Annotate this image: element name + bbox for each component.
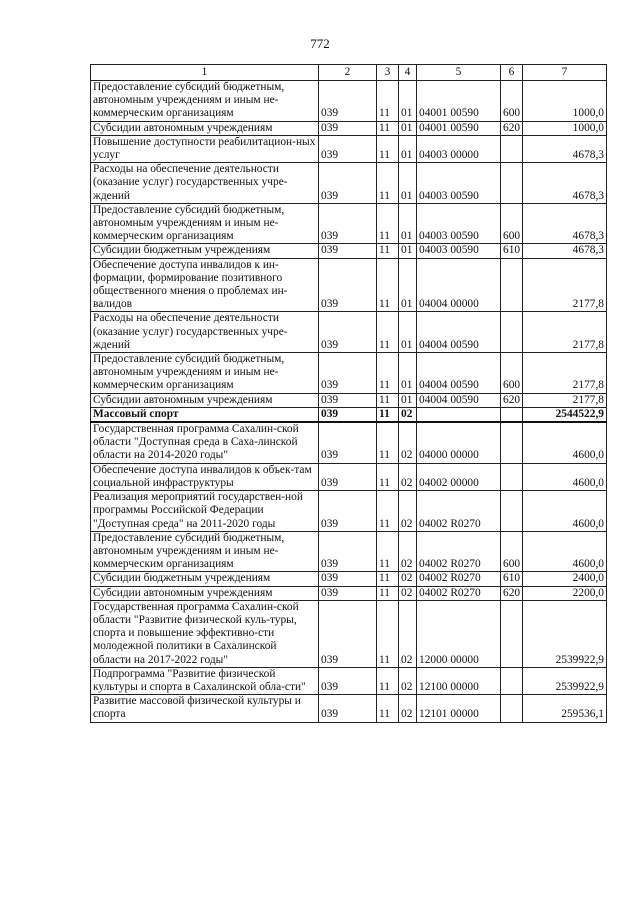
row-subsection-cell: 02 bbox=[399, 422, 417, 463]
row-expense-type-cell bbox=[501, 491, 523, 532]
table-row bbox=[91, 600, 607, 667]
row-expense-type-cell: 620 bbox=[501, 393, 523, 407]
row-amount-cell: 1000,0 bbox=[523, 121, 607, 135]
table-row bbox=[91, 667, 607, 694]
row-section-cell: 11 bbox=[377, 135, 399, 162]
row-subsection-cell: 01 bbox=[399, 393, 417, 407]
row-target-article-cell: 04003 00590 bbox=[417, 203, 501, 244]
row-section-cell: 11 bbox=[377, 163, 399, 204]
row-section-cell: 11 bbox=[377, 600, 399, 667]
row-name-cell: Предоставление субсидий бюджетным, автономным учреждениям и иным не-коммерческим организациям bbox=[91, 353, 319, 394]
row-subsection-cell: 01 bbox=[399, 135, 417, 162]
column-header: 5 bbox=[417, 65, 501, 81]
row-name-cell: Расходы на обеспечение деятельности (оказание услуг) государственных учре-ждений bbox=[91, 163, 319, 204]
row-grbs-cell: 039 bbox=[319, 695, 377, 722]
row-grbs-cell: 039 bbox=[319, 422, 377, 463]
table-row bbox=[91, 203, 607, 244]
row-grbs-cell: 039 bbox=[319, 81, 377, 122]
row-expense-type-cell bbox=[501, 422, 523, 463]
row-name-cell: Предоставление субсидий бюджетным, автономным учреждениям и иным не-коммерческим организациям bbox=[91, 531, 319, 572]
column-header: 7 bbox=[523, 65, 607, 81]
row-subsection-cell: 01 bbox=[399, 81, 417, 122]
row-grbs-cell: 039 bbox=[319, 203, 377, 244]
row-amount-cell: 4600,0 bbox=[523, 531, 607, 572]
table-row bbox=[91, 695, 607, 722]
row-name-cell: Повышение доступности реабилитацион-ных услуг bbox=[91, 135, 319, 162]
row-target-article-cell: 04004 00590 bbox=[417, 353, 501, 394]
table-row bbox=[91, 463, 607, 490]
table-row bbox=[91, 491, 607, 532]
row-subsection-cell: 02 bbox=[399, 572, 417, 586]
row-grbs-cell: 039 bbox=[319, 572, 377, 586]
column-header: 4 bbox=[399, 65, 417, 81]
row-grbs-cell: 039 bbox=[319, 163, 377, 204]
row-target-article-cell: 04000 00000 bbox=[417, 422, 501, 463]
row-section-cell: 11 bbox=[377, 244, 399, 258]
row-grbs-cell: 039 bbox=[319, 600, 377, 667]
row-name-cell: Государственная программа Сахалин-ской области "Развитие физической куль-туры, спорта и повышение эффективно-сти молодежной политики в Сахалинской области на 2017-2022 годы" bbox=[91, 600, 319, 667]
row-amount-cell: 2177,8 bbox=[523, 312, 607, 353]
row-amount-cell: 4678,3 bbox=[523, 163, 607, 204]
row-subsection-cell: 01 bbox=[399, 244, 417, 258]
row-grbs-cell: 039 bbox=[319, 244, 377, 258]
row-amount-cell: 2200,0 bbox=[523, 586, 607, 600]
row-expense-type-cell: 620 bbox=[501, 586, 523, 600]
row-amount-cell: 2177,8 bbox=[523, 353, 607, 394]
row-section-cell: 11 bbox=[377, 121, 399, 135]
row-section-cell: 11 bbox=[377, 491, 399, 532]
row-name-cell: Субсидии автономным учреждениям bbox=[91, 121, 319, 135]
table-row bbox=[91, 163, 607, 204]
row-target-article-cell: 04004 00000 bbox=[417, 258, 501, 312]
row-amount-cell: 4678,3 bbox=[523, 135, 607, 162]
row-section-cell: 11 bbox=[377, 81, 399, 122]
row-amount-cell: 2544522,9 bbox=[523, 407, 607, 422]
table-row bbox=[91, 531, 607, 572]
row-target-article-cell: 04002 00000 bbox=[417, 463, 501, 490]
table-row bbox=[91, 312, 607, 353]
row-section-cell: 11 bbox=[377, 393, 399, 407]
row-grbs-cell: 039 bbox=[319, 531, 377, 572]
row-section-cell: 11 bbox=[377, 258, 399, 312]
row-section-cell: 11 bbox=[377, 422, 399, 463]
row-expense-type-cell: 600 bbox=[501, 81, 523, 122]
table-body bbox=[91, 81, 607, 723]
row-expense-type-cell: 620 bbox=[501, 121, 523, 135]
row-section-cell: 11 bbox=[377, 586, 399, 600]
row-subsection-cell: 02 bbox=[399, 695, 417, 722]
row-name-cell: Субсидии бюджетным учреждениям bbox=[91, 572, 319, 586]
table-row bbox=[91, 81, 607, 122]
row-target-article-cell bbox=[417, 407, 501, 422]
row-target-article-cell: 04002 R0270 bbox=[417, 572, 501, 586]
row-subsection-cell: 02 bbox=[399, 491, 417, 532]
row-expense-type-cell bbox=[501, 407, 523, 422]
row-expense-type-cell: 600 bbox=[501, 353, 523, 394]
row-amount-cell: 2177,8 bbox=[523, 258, 607, 312]
row-subsection-cell: 01 bbox=[399, 353, 417, 394]
row-section-cell: 11 bbox=[377, 695, 399, 722]
row-name-cell: Субсидии автономным учреждениям bbox=[91, 393, 319, 407]
row-expense-type-cell: 600 bbox=[501, 203, 523, 244]
row-expense-type-cell bbox=[501, 258, 523, 312]
row-subsection-cell: 01 bbox=[399, 203, 417, 244]
row-subsection-cell: 02 bbox=[399, 667, 417, 694]
row-section-cell: 11 bbox=[377, 531, 399, 572]
row-target-article-cell: 04003 00590 bbox=[417, 163, 501, 204]
table-row bbox=[91, 258, 607, 312]
row-target-article-cell: 12000 00000 bbox=[417, 600, 501, 667]
row-name-cell: Развитие массовой физической культуры и спорта bbox=[91, 695, 319, 722]
row-name-cell: Реализация мероприятий государствен-ной программы Российской Федерации "Доступная среда" на 2011-2020 годы bbox=[91, 491, 319, 532]
row-subsection-cell: 02 bbox=[399, 600, 417, 667]
row-subsection-cell: 01 bbox=[399, 163, 417, 204]
column-header: 1 bbox=[91, 65, 319, 81]
row-grbs-cell: 039 bbox=[319, 667, 377, 694]
row-amount-cell: 2177,8 bbox=[523, 393, 607, 407]
row-target-article-cell: 12100 00000 bbox=[417, 667, 501, 694]
row-expense-type-cell bbox=[501, 135, 523, 162]
table-row bbox=[91, 135, 607, 162]
row-section-cell: 11 bbox=[377, 407, 399, 422]
row-expense-type-cell: 610 bbox=[501, 244, 523, 258]
row-subsection-cell: 02 bbox=[399, 407, 417, 422]
row-name-cell: Подпрограмма "Развитие физической культуры и спорта в Сахалинской обла-сти" bbox=[91, 667, 319, 694]
row-amount-cell: 2539922,9 bbox=[523, 667, 607, 694]
budget-table bbox=[90, 64, 607, 723]
row-section-cell: 11 bbox=[377, 353, 399, 394]
header-row bbox=[91, 65, 607, 81]
row-target-article-cell: 04004 00590 bbox=[417, 312, 501, 353]
row-name-cell: Предоставление субсидий бюджетным, автономным учреждениям и иным не-коммерческим организациям bbox=[91, 203, 319, 244]
row-name-cell: Субсидии бюджетным учреждениям bbox=[91, 244, 319, 258]
row-name-cell: Расходы на обеспечение деятельности (оказание услуг) государственных учре-ждений bbox=[91, 312, 319, 353]
row-section-cell: 11 bbox=[377, 203, 399, 244]
row-amount-cell: 259536,1 bbox=[523, 695, 607, 722]
row-grbs-cell: 039 bbox=[319, 258, 377, 312]
page-number: 772 bbox=[310, 36, 330, 51]
row-name-cell: Обеспечение доступа инвалидов к ин-формации, формирование позитивного общественного мнения о проблемах ин-валидов bbox=[91, 258, 319, 312]
row-expense-type-cell bbox=[501, 600, 523, 667]
row-grbs-cell: 039 bbox=[319, 393, 377, 407]
row-target-article-cell: 04001 00590 bbox=[417, 121, 501, 135]
row-target-article-cell: 04002 R0270 bbox=[417, 491, 501, 532]
row-target-article-cell: 04001 00590 bbox=[417, 81, 501, 122]
row-name-cell: Субсидии автономным учреждениям bbox=[91, 586, 319, 600]
row-expense-type-cell bbox=[501, 163, 523, 204]
row-target-article-cell: 04002 R0270 bbox=[417, 531, 501, 572]
column-header: 2 bbox=[319, 65, 377, 81]
row-target-article-cell: 04003 00000 bbox=[417, 135, 501, 162]
row-target-article-cell: 04004 00590 bbox=[417, 393, 501, 407]
table-row bbox=[91, 422, 607, 463]
row-expense-type-cell bbox=[501, 667, 523, 694]
row-name-cell: Обеспечение доступа инвалидов к объек-там социальной инфраструктуры bbox=[91, 463, 319, 490]
table-row bbox=[91, 407, 607, 422]
row-grbs-cell: 039 bbox=[319, 463, 377, 490]
table-row bbox=[91, 393, 607, 407]
row-name-cell: Массовый спорт bbox=[91, 407, 319, 422]
row-expense-type-cell bbox=[501, 312, 523, 353]
row-target-article-cell: 12101 00000 bbox=[417, 695, 501, 722]
row-grbs-cell: 039 bbox=[319, 312, 377, 353]
row-grbs-cell: 039 bbox=[319, 353, 377, 394]
row-grbs-cell: 039 bbox=[319, 135, 377, 162]
row-section-cell: 11 bbox=[377, 667, 399, 694]
row-grbs-cell: 039 bbox=[319, 121, 377, 135]
row-subsection-cell: 02 bbox=[399, 531, 417, 572]
row-target-article-cell: 04003 00590 bbox=[417, 244, 501, 258]
row-subsection-cell: 01 bbox=[399, 121, 417, 135]
row-subsection-cell: 02 bbox=[399, 586, 417, 600]
row-subsection-cell: 01 bbox=[399, 312, 417, 353]
table-row bbox=[91, 353, 607, 394]
column-header: 6 bbox=[501, 65, 523, 81]
table-row bbox=[91, 121, 607, 135]
row-grbs-cell: 039 bbox=[319, 586, 377, 600]
row-amount-cell: 1000,0 bbox=[523, 81, 607, 122]
row-subsection-cell: 02 bbox=[399, 463, 417, 490]
column-header: 3 bbox=[377, 65, 399, 81]
row-amount-cell: 2539922,9 bbox=[523, 600, 607, 667]
row-amount-cell: 4600,0 bbox=[523, 463, 607, 490]
row-expense-type-cell bbox=[501, 695, 523, 722]
row-amount-cell: 4678,3 bbox=[523, 244, 607, 258]
row-name-cell: Предоставление субсидий бюджетным, автономным учреждениям и иным не-коммерческим организациям bbox=[91, 81, 319, 122]
row-section-cell: 11 bbox=[377, 312, 399, 353]
row-section-cell: 11 bbox=[377, 463, 399, 490]
row-name-cell: Государственная программа Сахалин-ской области "Доступная среда в Саха-линской области на 2014-2020 годы" bbox=[91, 422, 319, 463]
row-expense-type-cell: 600 bbox=[501, 531, 523, 572]
row-expense-type-cell: 610 bbox=[501, 572, 523, 586]
row-target-article-cell: 04002 R0270 bbox=[417, 586, 501, 600]
table-row bbox=[91, 572, 607, 586]
row-amount-cell: 2400,0 bbox=[523, 572, 607, 586]
table-row bbox=[91, 244, 607, 258]
row-section-cell: 11 bbox=[377, 572, 399, 586]
table-row bbox=[91, 586, 607, 600]
row-grbs-cell: 039 bbox=[319, 407, 377, 422]
row-subsection-cell: 01 bbox=[399, 258, 417, 312]
row-amount-cell: 4600,0 bbox=[523, 422, 607, 463]
row-amount-cell: 4678,3 bbox=[523, 203, 607, 244]
row-grbs-cell: 039 bbox=[319, 491, 377, 532]
row-expense-type-cell bbox=[501, 463, 523, 490]
row-amount-cell: 4600,0 bbox=[523, 491, 607, 532]
